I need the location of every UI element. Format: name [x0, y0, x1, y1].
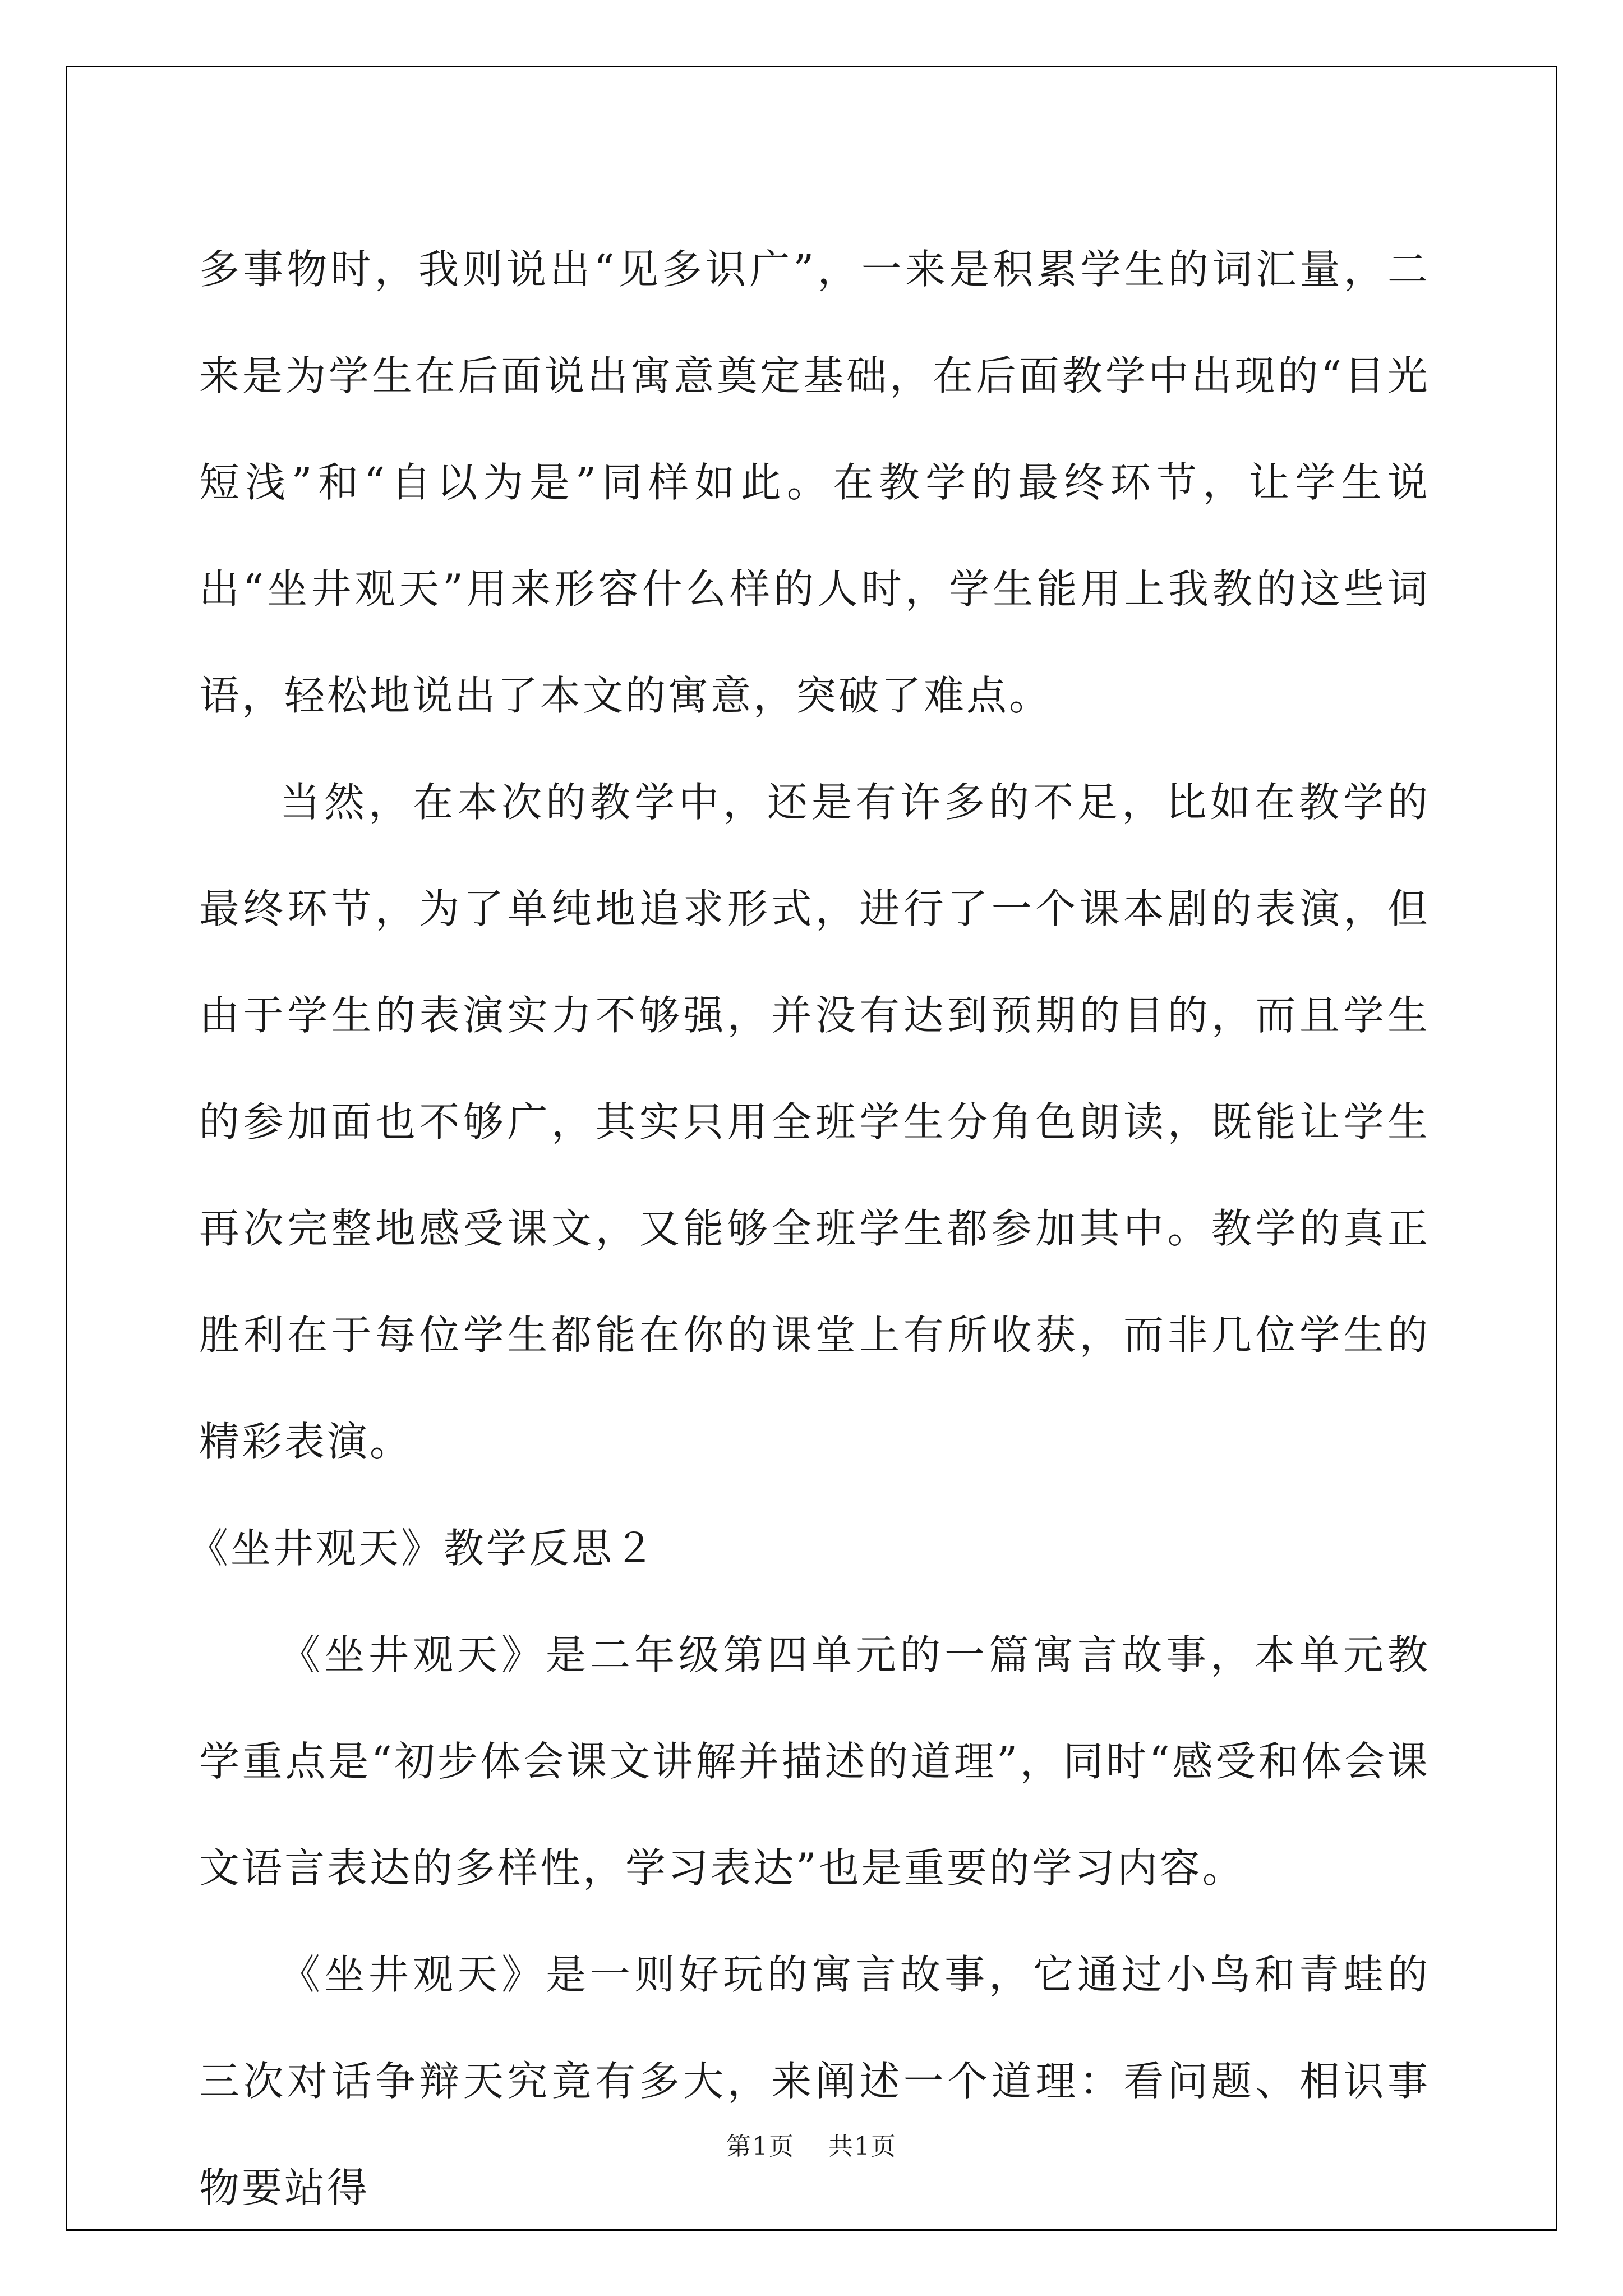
page-footer — [0, 2126, 1623, 2162]
page-number: 第1页 — [726, 2132, 795, 2161]
paragraph-3: 《坐井观天》是二年级第四单元的一篇寓言故事，本单元教学重点是“初步体会课文讲解并描述的道理”，同时“感受和体会课文语言表达的多样性，学习表达”也是重要的学习内容。 — [199, 1631, 1430, 1892]
paragraph-4: 《坐井观天》是一则好玩的寓言故事，它通过小鸟和青蛙的三次对话争辩天究竟有多大，来阐述一个道理：看问题、相识事物要站得 — [199, 1951, 1430, 2211]
section-heading: 《坐井观天》教学反思２ — [188, 1525, 657, 1572]
paragraph-1: 多事物时，我则说出“见多识广”，一来是积累学生的词汇量，二来是为学生在后面说出寓意奠定基础，在后面教学中出现的“目光短浅”和“自以为是”同样如此。在教学的最终环节，让学生说出“坐井观天”用来形容什么样的人时，学生能用上我教的这些词语，轻松地说出了本文的寓意，突破了难点。 — [199, 246, 1430, 719]
page-total: 共1页 — [828, 2132, 897, 2161]
paragraph-2: 当然，在本次的教学中，还是有许多的不足，比如在教学的最终环节，为了单纯地追求形式，进行了一个课本剧的表演，但由于学生的表演实力不够强，并没有达到预期的目的，而且学生的参加面也不够广，其实只用全班学生分角色朗读，既能让学生再次完整地感受课文，又能够全班学生都参加其中。教学的真正胜利在于每位学生都能在你的课堂上有所收获，而非几位学生的精彩表演。 — [199, 779, 1430, 1465]
document-body — [188, 216, 1430, 2241]
